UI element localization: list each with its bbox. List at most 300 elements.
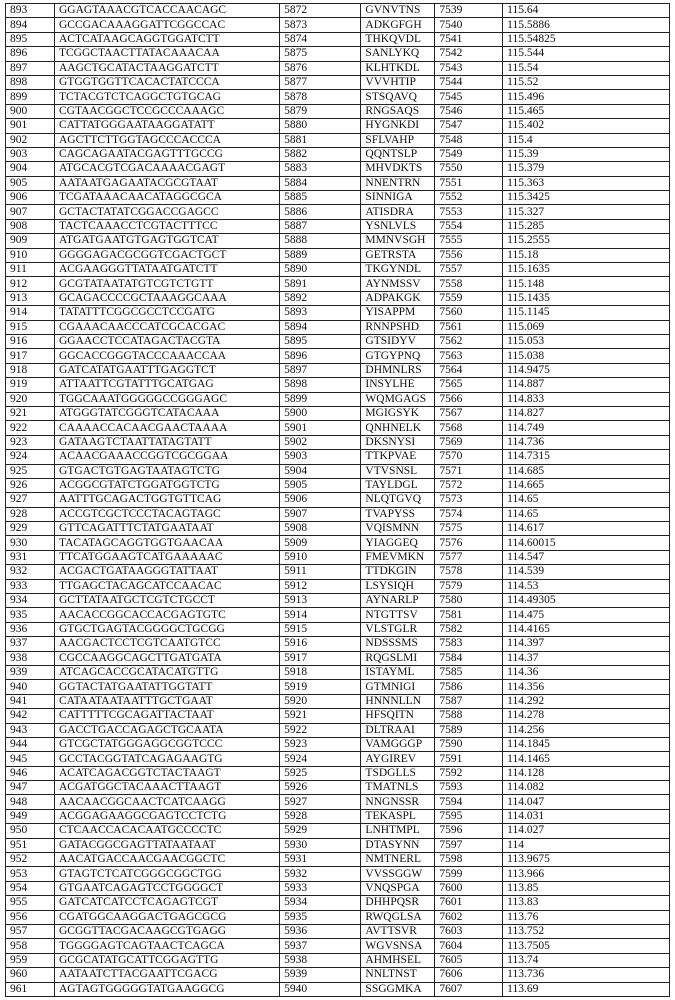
dna-sequence-cell: ATTAATTCGTATTTGCATGAG	[54, 378, 279, 392]
peptide-sequence-cell: TKGYNDL	[361, 263, 435, 277]
dna-sequence-cell: TCTACGTCTCAGGCTGTGCAG	[54, 90, 279, 104]
table-row	[6, 104, 670, 118]
peptide-sequence-cell: GVNVTNS	[361, 4, 435, 18]
row-index-cell: 908	[6, 219, 55, 233]
peptide-sequence-cell: MGIGSYK	[361, 406, 435, 420]
row-index-cell: 920	[6, 392, 55, 406]
score-cell: 114.65	[503, 507, 670, 521]
dna-sequence-cell: AATAATCTTACGAATTCGACG	[54, 968, 279, 982]
peptide-id-cell: 7571	[435, 464, 503, 478]
row-index-cell: 936	[6, 622, 55, 636]
peptide-id-cell: 7584	[435, 651, 503, 665]
row-index-cell: 911	[6, 263, 55, 277]
table-row	[6, 824, 670, 838]
dna-sequence-cell: TACATAGCAGGTGGTGAACAA	[54, 536, 279, 550]
sequence-id-cell: 5931	[280, 853, 361, 867]
dna-sequence-cell: ATGGGTATCGGGTCATACAAA	[54, 406, 279, 420]
peptide-id-cell: 7604	[435, 939, 503, 953]
peptide-id-cell: 7539	[435, 4, 503, 18]
dna-sequence-cell: TCGGCTAACTTATACAAACAA	[54, 47, 279, 61]
peptide-id-cell: 7553	[435, 205, 503, 219]
table-row	[6, 277, 670, 291]
peptide-id-cell: 7555	[435, 234, 503, 248]
table-row	[6, 435, 670, 449]
table-row	[6, 61, 670, 75]
dna-sequence-cell: AACGACTCCTCGTCAATGTCC	[54, 637, 279, 651]
row-index-cell: 898	[6, 75, 55, 89]
score-cell: 115.5886	[503, 18, 670, 32]
peptide-sequence-cell: TAYLDGL	[361, 478, 435, 492]
score-cell: 114.128	[503, 766, 670, 780]
peptide-sequence-cell: WGVSNSA	[361, 939, 435, 953]
table-row	[6, 881, 670, 895]
score-cell: 115.363	[503, 176, 670, 190]
score-cell: 114.49305	[503, 594, 670, 608]
table-row	[6, 680, 670, 694]
table-row	[6, 378, 670, 392]
sequence-id-cell: 5875	[280, 47, 361, 61]
dna-sequence-cell: CGTAACGGCTCCGCCCAAAGC	[54, 104, 279, 118]
row-index-cell: 907	[6, 205, 55, 219]
dna-sequence-cell: GATCATCATCCTCAGAGTCGT	[54, 896, 279, 910]
score-cell: 114.36	[503, 665, 670, 679]
table-row	[6, 968, 670, 982]
row-index-cell: 950	[6, 824, 55, 838]
peptide-id-cell: 7551	[435, 176, 503, 190]
peptide-id-cell: 7586	[435, 680, 503, 694]
sequence-id-cell: 5914	[280, 608, 361, 622]
sequence-id-cell: 5922	[280, 723, 361, 737]
score-cell: 115.327	[503, 205, 670, 219]
row-index-cell: 909	[6, 234, 55, 248]
peptide-sequence-cell: TVAPYSS	[361, 507, 435, 521]
peptide-sequence-cell: VVSSGGW	[361, 867, 435, 881]
table-row	[6, 464, 670, 478]
dna-sequence-cell: GTGCTGAGTACGGGGCTGCGG	[54, 622, 279, 636]
row-index-cell: 934	[6, 594, 55, 608]
peptide-id-cell: 7578	[435, 565, 503, 579]
row-index-cell: 917	[6, 349, 55, 363]
score-cell: 114.082	[503, 781, 670, 795]
dna-sequence-cell: CAAAACCACAACGAACTAAAA	[54, 421, 279, 435]
row-index-cell: 940	[6, 680, 55, 694]
peptide-sequence-cell: VAMGGGP	[361, 737, 435, 751]
sequence-id-cell: 5879	[280, 104, 361, 118]
sequence-id-cell: 5913	[280, 594, 361, 608]
peptide-sequence-cell: LNHTMPL	[361, 824, 435, 838]
row-index-cell: 935	[6, 608, 55, 622]
dna-sequence-cell: GTTCAGATTTCTATGAATAAT	[54, 522, 279, 536]
table-row	[6, 853, 670, 867]
score-cell: 114.617	[503, 522, 670, 536]
peptide-id-cell: 7596	[435, 824, 503, 838]
sequence-id-cell: 5925	[280, 766, 361, 780]
dna-sequence-cell: AATTTGCAGACTGGTGTTCAG	[54, 493, 279, 507]
sequence-id-cell: 5919	[280, 680, 361, 694]
score-cell: 115.54825	[503, 32, 670, 46]
peptide-sequence-cell: ADKGFGH	[361, 18, 435, 32]
peptide-id-cell: 7592	[435, 766, 503, 780]
peptide-id-cell: 7605	[435, 953, 503, 967]
row-index-cell: 947	[6, 781, 55, 795]
table-row	[6, 507, 670, 521]
table-row	[6, 291, 670, 305]
score-cell: 115.3425	[503, 191, 670, 205]
sequence-id-cell: 5932	[280, 867, 361, 881]
table-row	[6, 219, 670, 233]
score-cell: 114.397	[503, 637, 670, 651]
peptide-id-cell: 7554	[435, 219, 503, 233]
peptide-sequence-cell: KLHTKDL	[361, 61, 435, 75]
table-row	[6, 608, 670, 622]
score-cell: 113.69	[503, 982, 670, 996]
peptide-sequence-cell: YIAGGEQ	[361, 536, 435, 550]
dna-sequence-cell: TGGCAAATGGGGGCCGGGAGC	[54, 392, 279, 406]
dna-sequence-cell: GCGCATATGCATTCGGAGTTG	[54, 953, 279, 967]
dna-sequence-cell: TGGGGAGTCAGTAACTCAGCA	[54, 939, 279, 953]
table-row	[6, 234, 670, 248]
score-cell: 114.047	[503, 795, 670, 809]
dna-sequence-cell: ACGATGGCTACAAACTTAAGT	[54, 781, 279, 795]
dna-sequence-cell: GATACGGCGAGTTATAATAAT	[54, 838, 279, 852]
score-cell: 114.256	[503, 723, 670, 737]
row-index-cell: 913	[6, 291, 55, 305]
peptide-sequence-cell: INSYLHE	[361, 378, 435, 392]
peptide-id-cell: 7599	[435, 867, 503, 881]
score-cell: 114.547	[503, 550, 670, 564]
sequence-id-cell: 5940	[280, 982, 361, 996]
row-index-cell: 904	[6, 162, 55, 176]
peptide-sequence-cell: TEKASPL	[361, 809, 435, 823]
row-index-cell: 925	[6, 464, 55, 478]
peptide-id-cell: 7595	[435, 809, 503, 823]
score-cell: 114.65	[503, 493, 670, 507]
peptide-id-cell: 7585	[435, 665, 503, 679]
dna-sequence-cell: CATTTTTCGCAGATTACTAAT	[54, 709, 279, 723]
score-cell: 113.966	[503, 867, 670, 881]
table-row	[6, 982, 670, 996]
score-cell: 114.475	[503, 608, 670, 622]
dna-sequence-cell: AACAACGGCAACTCATCAAGG	[54, 795, 279, 809]
sequence-id-cell: 5927	[280, 795, 361, 809]
sequence-id-cell: 5908	[280, 522, 361, 536]
row-index-cell: 937	[6, 637, 55, 651]
table-row	[6, 176, 670, 190]
score-cell: 114.292	[503, 694, 670, 708]
row-index-cell: 938	[6, 651, 55, 665]
table-row	[6, 622, 670, 636]
sequence-id-cell: 5889	[280, 248, 361, 262]
peptide-sequence-cell: NNLTNST	[361, 968, 435, 982]
score-cell: 114.685	[503, 464, 670, 478]
sequence-id-cell: 5930	[280, 838, 361, 852]
table-row	[6, 694, 670, 708]
score-cell: 115.2555	[503, 234, 670, 248]
peptide-id-cell: 7558	[435, 277, 503, 291]
score-cell: 114.665	[503, 478, 670, 492]
peptide-sequence-cell: MHVDKTS	[361, 162, 435, 176]
table-row	[6, 75, 670, 89]
row-index-cell: 948	[6, 795, 55, 809]
score-cell: 115.379	[503, 162, 670, 176]
peptide-sequence-cell: GTGYPNQ	[361, 349, 435, 363]
sequence-id-cell: 5910	[280, 550, 361, 564]
table-row	[6, 450, 670, 464]
peptide-sequence-cell: RQGSLMI	[361, 651, 435, 665]
row-index-cell: 959	[6, 953, 55, 967]
peptide-sequence-cell: VNQSPGA	[361, 881, 435, 895]
row-index-cell: 960	[6, 968, 55, 982]
peptide-sequence-cell: DLTRAAI	[361, 723, 435, 737]
peptide-sequence-cell: SINNIGA	[361, 191, 435, 205]
score-cell: 115.053	[503, 334, 670, 348]
sequence-id-cell: 5878	[280, 90, 361, 104]
row-index-cell: 918	[6, 363, 55, 377]
score-cell: 113.7505	[503, 939, 670, 953]
sequence-id-cell: 5911	[280, 565, 361, 579]
peptide-id-cell: 7577	[435, 550, 503, 564]
peptide-sequence-cell: GTMNIGI	[361, 680, 435, 694]
sequence-id-cell: 5906	[280, 493, 361, 507]
peptide-sequence-cell: SSGGMKA	[361, 982, 435, 996]
dna-sequence-cell: ACAACGAAACCGGTCGCGGAA	[54, 450, 279, 464]
peptide-id-cell: 7600	[435, 881, 503, 895]
table-row	[6, 594, 670, 608]
row-index-cell: 919	[6, 378, 55, 392]
dna-sequence-cell: GTGGTGGTTCACACTATCCCA	[54, 75, 279, 89]
sequence-id-cell: 5895	[280, 334, 361, 348]
table-row	[6, 478, 670, 492]
table-row	[6, 90, 670, 104]
sequence-id-cell: 5903	[280, 450, 361, 464]
peptide-id-cell: 7568	[435, 421, 503, 435]
peptide-id-cell: 7569	[435, 435, 503, 449]
peptide-sequence-cell: TSDGLLS	[361, 766, 435, 780]
peptide-id-cell: 7591	[435, 752, 503, 766]
sequence-id-cell: 5905	[280, 478, 361, 492]
sequence-table	[5, 3, 670, 997]
score-cell: 113.9675	[503, 853, 670, 867]
row-index-cell: 929	[6, 522, 55, 536]
sequence-id-cell: 5896	[280, 349, 361, 363]
score-cell: 115.402	[503, 119, 670, 133]
sequence-id-cell: 5892	[280, 291, 361, 305]
peptide-sequence-cell: GETRSTA	[361, 248, 435, 262]
score-cell: 114.749	[503, 421, 670, 435]
dna-sequence-cell: GATCATATGAATTTGAGGTCT	[54, 363, 279, 377]
sequence-id-cell: 5882	[280, 147, 361, 161]
table-row	[6, 406, 670, 420]
peptide-id-cell: 7545	[435, 90, 503, 104]
dna-sequence-cell: TTGAGCTACAGCATCCAACAC	[54, 579, 279, 593]
dna-sequence-cell: GATAAGTCTAATTATAGTATT	[54, 435, 279, 449]
dna-sequence-cell: CGAAACAACCCATCGCACGAC	[54, 320, 279, 334]
peptide-sequence-cell: AVTTSVR	[361, 925, 435, 939]
table-row	[6, 363, 670, 377]
peptide-id-cell: 7582	[435, 622, 503, 636]
sequence-id-cell: 5924	[280, 752, 361, 766]
dna-sequence-cell: GTCGCTATGGGAGGCGGTCCC	[54, 737, 279, 751]
sequence-id-cell: 5880	[280, 119, 361, 133]
peptide-id-cell: 7564	[435, 363, 503, 377]
table-row	[6, 133, 670, 147]
peptide-id-cell: 7565	[435, 378, 503, 392]
row-index-cell: 957	[6, 925, 55, 939]
row-index-cell: 942	[6, 709, 55, 723]
sequence-id-cell: 5883	[280, 162, 361, 176]
peptide-sequence-cell: STSQAVQ	[361, 90, 435, 104]
peptide-sequence-cell: HNNNLLN	[361, 694, 435, 708]
peptide-sequence-cell: FMEVMKN	[361, 550, 435, 564]
table-row	[6, 421, 670, 435]
row-index-cell: 926	[6, 478, 55, 492]
dna-sequence-cell: GCCGACAAAGGATTCGGCCAC	[54, 18, 279, 32]
dna-sequence-cell: TACTCAAACCTCGTACTTTCC	[54, 219, 279, 233]
table-row	[6, 119, 670, 133]
peptide-sequence-cell: VVVHTIP	[361, 75, 435, 89]
peptide-sequence-cell: YISAPPM	[361, 306, 435, 320]
sequence-id-cell: 5921	[280, 709, 361, 723]
score-cell: 113.74	[503, 953, 670, 967]
dna-sequence-cell: GTGAATCAGAGTCCTGGGGCT	[54, 881, 279, 895]
peptide-id-cell: 7549	[435, 147, 503, 161]
row-index-cell: 895	[6, 32, 55, 46]
score-cell: 114.887	[503, 378, 670, 392]
sequence-id-cell: 5928	[280, 809, 361, 823]
peptide-sequence-cell: ATISDRA	[361, 205, 435, 219]
dna-sequence-cell: GCCTACGGTATCAGAGAAGTG	[54, 752, 279, 766]
peptide-sequence-cell: GTSIDYV	[361, 334, 435, 348]
score-cell: 114.031	[503, 809, 670, 823]
table-row	[6, 47, 670, 61]
peptide-id-cell: 7597	[435, 838, 503, 852]
peptide-id-cell: 7588	[435, 709, 503, 723]
table-row	[6, 147, 670, 161]
table-row	[6, 953, 670, 967]
row-index-cell: 946	[6, 766, 55, 780]
table-row	[6, 162, 670, 176]
peptide-sequence-cell: DTASYNN	[361, 838, 435, 852]
table-row	[6, 925, 670, 939]
score-cell: 115.148	[503, 277, 670, 291]
table-row	[6, 205, 670, 219]
dna-sequence-cell: GCTACTATATCGGACCGAGCC	[54, 205, 279, 219]
peptide-sequence-cell: NNENTRN	[361, 176, 435, 190]
row-index-cell: 924	[6, 450, 55, 464]
sequence-id-cell: 5898	[280, 378, 361, 392]
row-index-cell: 955	[6, 896, 55, 910]
dna-sequence-cell: GCGGTTACGACAAGCGTGAGG	[54, 925, 279, 939]
table-row	[6, 306, 670, 320]
score-cell: 114.37	[503, 651, 670, 665]
table-row	[6, 637, 670, 651]
score-cell: 113.736	[503, 968, 670, 982]
peptide-id-cell: 7542	[435, 47, 503, 61]
score-cell: 115.54	[503, 61, 670, 75]
dna-sequence-cell: GCGTATAATATGTCGTCTGTT	[54, 277, 279, 291]
peptide-id-cell: 7557	[435, 263, 503, 277]
dna-sequence-cell: ACGGAGAAGGCGAGTCCTCTG	[54, 809, 279, 823]
sequence-id-cell: 5885	[280, 191, 361, 205]
peptide-sequence-cell: ADPAKGK	[361, 291, 435, 305]
peptide-id-cell: 7587	[435, 694, 503, 708]
peptide-sequence-cell: RNGSAQS	[361, 104, 435, 118]
score-cell: 114.736	[503, 435, 670, 449]
row-index-cell: 928	[6, 507, 55, 521]
dna-sequence-cell: GCAGACCCCGCTAAAGGCAAA	[54, 291, 279, 305]
row-index-cell: 944	[6, 737, 55, 751]
table-row	[6, 536, 670, 550]
score-cell: 113.83	[503, 896, 670, 910]
score-cell: 115.4	[503, 133, 670, 147]
table-row	[6, 522, 670, 536]
dna-sequence-cell: ACGGCGTATCTGGATGGTCTG	[54, 478, 279, 492]
peptide-id-cell: 7544	[435, 75, 503, 89]
dna-sequence-cell: GGTACTATGAATATTGGTATT	[54, 680, 279, 694]
row-index-cell: 896	[6, 47, 55, 61]
peptide-id-cell: 7567	[435, 406, 503, 420]
peptide-sequence-cell: DHMNLRS	[361, 363, 435, 377]
row-index-cell: 953	[6, 867, 55, 881]
sequence-id-cell: 5873	[280, 18, 361, 32]
sequence-id-cell: 5929	[280, 824, 361, 838]
table-row	[6, 349, 670, 363]
table-row	[6, 493, 670, 507]
sequence-id-cell: 5890	[280, 263, 361, 277]
row-index-cell: 903	[6, 147, 55, 161]
sequence-id-cell: 5886	[280, 205, 361, 219]
table-row	[6, 651, 670, 665]
peptide-sequence-cell: TTKPVAE	[361, 450, 435, 464]
peptide-sequence-cell: HFSQITN	[361, 709, 435, 723]
row-index-cell: 945	[6, 752, 55, 766]
sequence-id-cell: 5901	[280, 421, 361, 435]
peptide-sequence-cell: AYNARLP	[361, 594, 435, 608]
dna-sequence-cell: ACGACTGATAAGGGTATTAAT	[54, 565, 279, 579]
peptide-id-cell: 7552	[435, 191, 503, 205]
dna-sequence-cell: TATATTTCGGCGCCTCCGATG	[54, 306, 279, 320]
peptide-sequence-cell: QNHNELK	[361, 421, 435, 435]
score-cell: 114.1845	[503, 737, 670, 751]
row-index-cell: 927	[6, 493, 55, 507]
peptide-sequence-cell: YSNLVLS	[361, 219, 435, 233]
row-index-cell: 915	[6, 320, 55, 334]
score-cell: 115.18	[503, 248, 670, 262]
table-row	[6, 665, 670, 679]
peptide-sequence-cell: SANLYKQ	[361, 47, 435, 61]
peptide-sequence-cell: VQISMNN	[361, 522, 435, 536]
sequence-id-cell: 5926	[280, 781, 361, 795]
peptide-id-cell: 7562	[435, 334, 503, 348]
dna-sequence-cell: GCTTATAATGCTCGTCTGCCT	[54, 594, 279, 608]
peptide-sequence-cell: MMNVSGH	[361, 234, 435, 248]
dna-sequence-cell: CGATGGCAAGGACTGAGCGCG	[54, 910, 279, 924]
dna-sequence-cell: AATAATGAGAATACGCGTAAT	[54, 176, 279, 190]
peptide-id-cell: 7548	[435, 133, 503, 147]
row-index-cell: 958	[6, 939, 55, 953]
score-cell: 114.7315	[503, 450, 670, 464]
score-cell: 115.069	[503, 320, 670, 334]
peptide-sequence-cell: NDSSSMS	[361, 637, 435, 651]
sequence-id-cell: 5917	[280, 651, 361, 665]
row-index-cell: 931	[6, 550, 55, 564]
dna-sequence-cell: ATCAGCACCGCATACATGTTG	[54, 665, 279, 679]
peptide-id-cell: 7543	[435, 61, 503, 75]
peptide-id-cell: 7581	[435, 608, 503, 622]
peptide-id-cell: 7556	[435, 248, 503, 262]
table-row	[6, 334, 670, 348]
sequence-id-cell: 5888	[280, 234, 361, 248]
